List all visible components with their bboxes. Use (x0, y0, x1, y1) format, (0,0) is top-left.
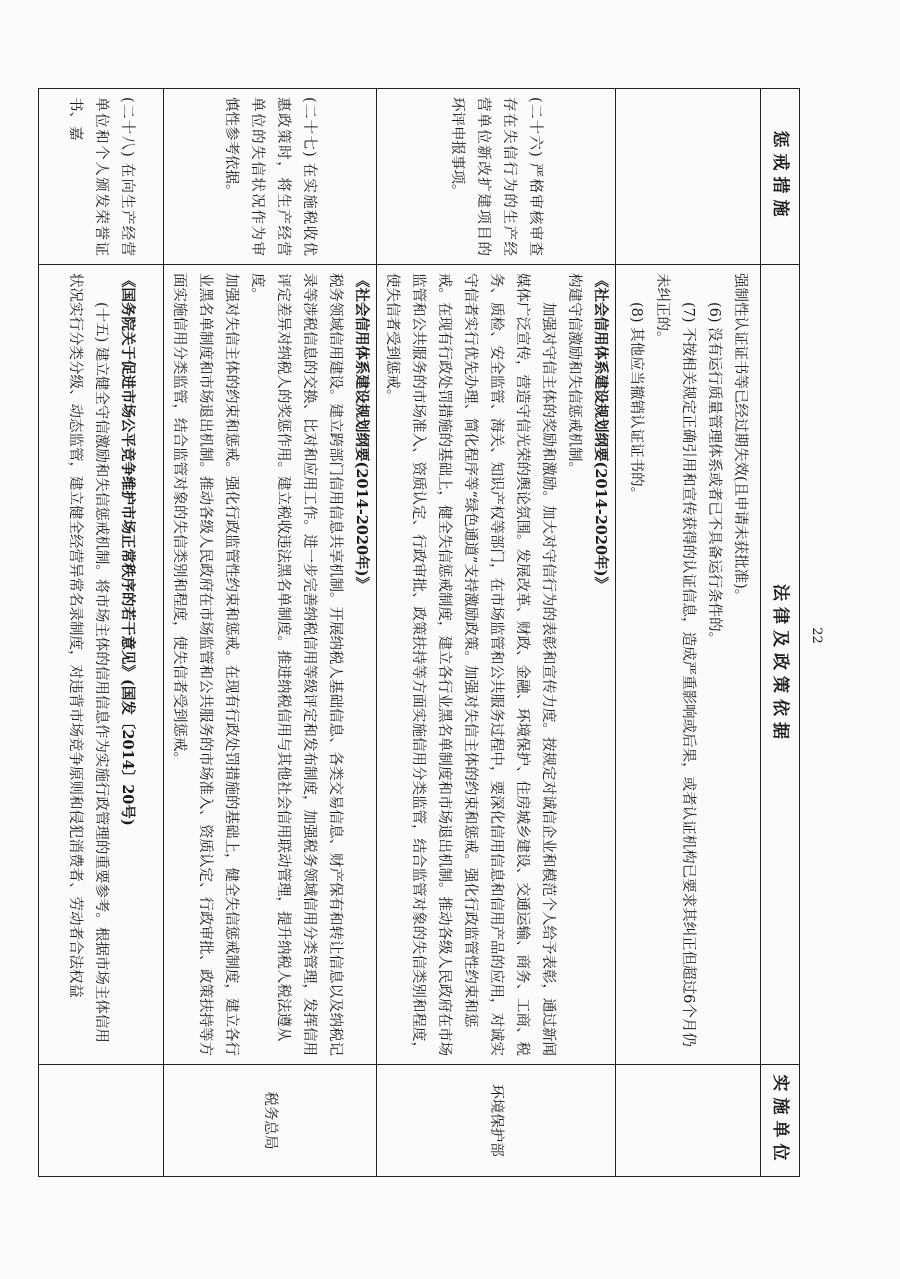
table-header-row (761, 89, 800, 1177)
basis-cell (164, 265, 377, 1065)
basis-paragraph: 加强对守信主体的奖励和激励。加大对守信行为的表彰和宣传力度。按规定对诚信企业和模范个人给予表彰，通过新闻媒体广泛宣传，营造守信光荣的舆论氛围。发展改革、财政、金融、环境保护、住房城乡建设、交通运输、商务、工商、税务、质检、安全监管、海关、知识产权等部门，在市场监管和公共服务过程中，要深化信用信息和信用产品的应用，对诚实守信者实行优先办理、简化程序等“绿色通道”支持激励政策。加强对失信主体的约束和惩戒。强化行政监管性约束和惩戒。在现有行政处罚措施的基础上，健全失信惩戒制度，建立各行业黑名单制度和市场退出机制。推动各级人民政府在市场监管和公共服务的市场准入、资质认定、行政审批、政策扶持等方面实施信用分类监管，结合监管对象的失信类别和程度，使失信者受到惩戒。 (384, 273, 556, 1056)
basis-paragraph: 强制性认证证书等已经过期失效(且申请未获批准)。 (732, 273, 748, 604)
landscape-table-container (67, 88, 800, 1176)
punishment-measures-table (38, 88, 800, 1177)
header-basis: 法律及政策依据 (761, 265, 800, 1065)
unit-cell: 税务总局 (164, 1065, 377, 1177)
policy-title: 《国务院关于促进市场公平竞争维护市场正常秩序的若干意见》(国发〔2014〕20号) (119, 273, 136, 826)
measure-cell: (二十六) 严格审核审查存在失信行为的生产经营单位新改扩建项目的环评申报事项。 (377, 89, 616, 265)
basis-paragraph: (7) 不按相关规定正确引用和宣传获得的认证信息，造成严重影响或后果，或者认证机构已要求其纠正但超过6个月仍未纠正的。 (654, 273, 696, 1047)
unit-cell (616, 1065, 761, 1177)
basis-paragraph: (十五) 建立健全守信激励和失信惩戒机制。将市场主体的信用信息作为实施行政管理的重要参考。根据市场主体信用状况实行分类分级、动态监管，建立健全经营异常名录制度，对违背市场竞争原则和侵犯消费者、劳动者合法权益 (67, 273, 109, 1043)
header-measure: 惩戒措施 (761, 89, 800, 265)
page-number: 22 (808, 627, 824, 644)
basis-paragraph: (6) 没有运行质量管理体系或者已不具备运行条件的。 (706, 302, 722, 647)
measure-cell (616, 89, 761, 265)
basis-paragraph: 税务领域信用建设。建立跨部门信用信息共享机制。开展纳税人基础信息、各类交易信息、财产保有和转让信息以及纳税记录等涉税信息的交换、比对和应用工作。进一步完善纳税信用等级评定和发布制度，加强税务领域信用分类管理，发挥信用评定差异对纳税人的奖惩作用。建立税收违法黑名单制度。推进纳税信用与其他社会信用联动管理，提升纳税人税法遵从度。 (249, 273, 343, 1056)
header-unit: 实施单位 (761, 1065, 800, 1177)
measure-cell: (二十七) 在实施税收优惠政策时，将生产经营单位的失信状况作为审慎性参考依据。 (164, 89, 377, 265)
table-body (39, 89, 761, 1177)
policy-title: 《社会信用体系建设规划纲要(2014-2020年)》 (592, 273, 609, 591)
measure-cell: (二十八) 在向生产经营单位和个人颁发荣誉证书、嘉 (39, 89, 164, 265)
basis-cell (616, 265, 761, 1065)
basis-paragraph: (8) 其他应当撤销认证证书的。 (628, 302, 644, 502)
unit-cell: 环境保护部 (377, 1065, 616, 1177)
basis-cell (39, 265, 164, 1065)
policy-title: 《社会信用体系建设规划纲要(2014-2020年)》 (353, 273, 370, 591)
unit-cell (39, 1065, 164, 1177)
basis-cell (377, 265, 616, 1065)
table-row (39, 89, 164, 1177)
rotated-content-area (67, 88, 800, 1176)
table-row (616, 89, 761, 1177)
table-row (164, 89, 377, 1177)
table-row (377, 89, 616, 1177)
basis-paragraph: 构建守信激励和失信惩戒机制。 (566, 273, 582, 476)
basis-paragraph: 加强对失信主体的约束和惩戒。强化行政监管性约束和惩戒。在现有行政处罚措施的基础上，健全失信惩戒制度，建立各行业黑名单制度和市场退出机制。推动各级人民政府在市场监管和公共服务的市场准入、资质认定、行政审批、政策扶持等方面实施信用分类监管，结合监管对象的失信类别和程度，使失信者受到惩戒。 (171, 273, 239, 1056)
